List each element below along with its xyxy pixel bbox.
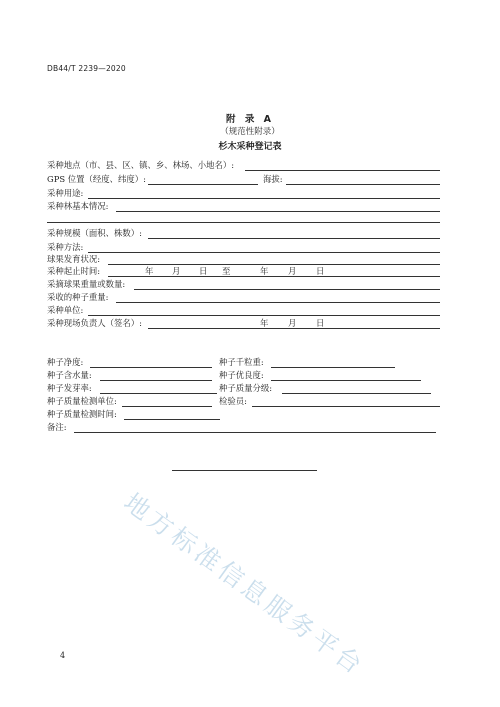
document-code: DB44/T 2239—2020 (47, 64, 126, 73)
time-range-label: 采种起止时间: (47, 266, 101, 276)
start-year: 年 (145, 266, 154, 276)
inspector-label: 检验员: (219, 396, 247, 406)
seed-weight-label: 采收的种子重量: (47, 292, 109, 302)
sign-year: 年 (260, 318, 269, 328)
test-time-label: 种子质量检测时间: (47, 409, 117, 419)
normative-label: （规范性附录） (220, 127, 280, 137)
sign-month: 月 (288, 318, 297, 328)
scale-field[interactable] (148, 238, 440, 239)
location-label: 采种地点（市、县、区、镇、乡、林场、小地名）: (47, 160, 235, 170)
purpose-label: 采种用途: (47, 188, 84, 198)
cone-status-label: 球果发育状况: (47, 254, 101, 264)
method-field[interactable] (88, 252, 440, 253)
germination-label: 种子发芽率: (47, 383, 92, 393)
page-number: 4 (60, 651, 66, 660)
stand-info-field[interactable] (116, 211, 440, 212)
cone-weight-label: 采摘球果重量或数量: (47, 279, 126, 289)
remarks-label: 备注: (47, 422, 67, 432)
goodness-field[interactable] (271, 380, 421, 381)
cone-weight-field[interactable] (134, 289, 440, 290)
remarks-field[interactable] (74, 432, 436, 433)
germination-field[interactable] (100, 393, 217, 394)
moisture-field[interactable] (100, 380, 212, 381)
start-day: 日 (199, 266, 208, 276)
location-field[interactable] (245, 170, 440, 171)
end-month: 月 (288, 266, 297, 276)
test-unit-label: 种子质量检测单位: (47, 396, 117, 406)
moisture-label: 种子含水量: (47, 370, 92, 380)
altitude-label: 海拔: (263, 174, 283, 184)
manager-label: 采种现场负责人（签名）: (47, 318, 142, 328)
gps-field[interactable] (148, 184, 258, 185)
stand-info-label: 采种林基本情况: (47, 201, 109, 211)
cone-status-field[interactable] (108, 264, 440, 265)
appendix-title: 附 录 A (226, 114, 274, 125)
goodness-label: 种子优良度: (219, 370, 264, 380)
stand-info-field-line2[interactable] (47, 222, 440, 223)
gps-label: GPS 位置（经度、纬度）: (47, 174, 146, 184)
to-label: 至 (222, 266, 231, 276)
form-title: 杉木采种登记表 (218, 142, 282, 152)
grade-label: 种子质量分级: (219, 383, 273, 393)
purity-label: 种子净度: (47, 357, 84, 367)
purity-field[interactable] (90, 367, 212, 368)
time-range-field[interactable] (108, 276, 440, 277)
manager-field[interactable] (148, 328, 440, 329)
unit-label: 采种单位: (47, 305, 84, 315)
seed-weight-field[interactable] (116, 302, 440, 303)
thousand-weight-field[interactable] (271, 367, 395, 368)
method-label: 采种方法: (47, 242, 84, 252)
test-time-field[interactable] (124, 419, 220, 420)
grade-field[interactable] (282, 393, 431, 394)
test-unit-field[interactable] (122, 406, 212, 407)
inspector-field[interactable] (252, 406, 440, 407)
thousand-weight-label: 种子千粒重: (219, 357, 264, 367)
watermark: 地方标准信息服务平台 (118, 487, 371, 682)
end-day: 日 (316, 266, 325, 276)
sign-day: 日 (316, 318, 325, 328)
unit-field[interactable] (88, 315, 440, 316)
scale-label: 采种规模（面积、株数）: (47, 228, 142, 238)
purpose-field[interactable] (88, 198, 440, 199)
start-month: 月 (172, 266, 181, 276)
end-year: 年 (260, 266, 269, 276)
end-rule (172, 470, 317, 471)
altitude-field[interactable] (286, 184, 440, 185)
